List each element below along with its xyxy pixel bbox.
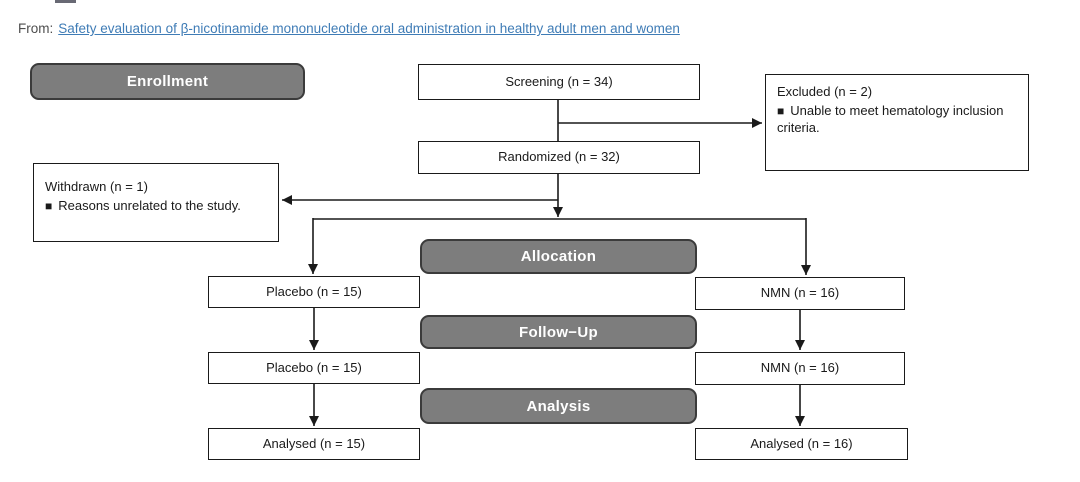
withdrawn-reason — [45, 198, 241, 214]
box-placebo-followup: Placebo (n = 15) — [208, 352, 420, 384]
article-title-link[interactable]: Safety evaluation of β-nicotinamide mononucleotide oral administration in healthy adult men and women — [58, 21, 680, 36]
stage-badge-enrollment: Enrollment — [30, 63, 305, 100]
excluded-reason — [777, 103, 1009, 136]
from-label: From: — [18, 21, 54, 36]
withdrawn-reason-text: Reasons unrelated to the study. — [58, 198, 241, 214]
box-screening: Screening (n = 34) — [418, 64, 700, 100]
excluded-reason-text: Unable to meet hematology inclusion criteria. — [777, 103, 1004, 135]
stage-badge-allocation: Allocation — [420, 239, 697, 274]
box-nmn-followup: NMN (n = 16) — [695, 352, 905, 385]
box-excluded — [765, 74, 1029, 171]
box-nmn-allocated: NMN (n = 16) — [695, 277, 905, 310]
black-square-bullet-icon: ■ — [777, 104, 785, 119]
box-randomized: Randomized (n = 32) — [418, 141, 700, 174]
box-withdrawn — [33, 163, 279, 242]
stage-badge-follow-up: Follow−Up — [420, 315, 697, 349]
box-placebo-allocated: Placebo (n = 15) — [208, 276, 420, 308]
stage-badge-analysis: Analysis — [420, 388, 697, 424]
box-analysed-placebo: Analysed (n = 15) — [208, 428, 420, 460]
black-square-bullet-icon: ■ — [45, 199, 53, 214]
excluded-title: Excluded (n = 2) — [777, 84, 873, 99]
box-analysed-nmn: Analysed (n = 16) — [695, 428, 908, 460]
withdrawn-title: Withdrawn (n = 1) — [45, 179, 148, 194]
